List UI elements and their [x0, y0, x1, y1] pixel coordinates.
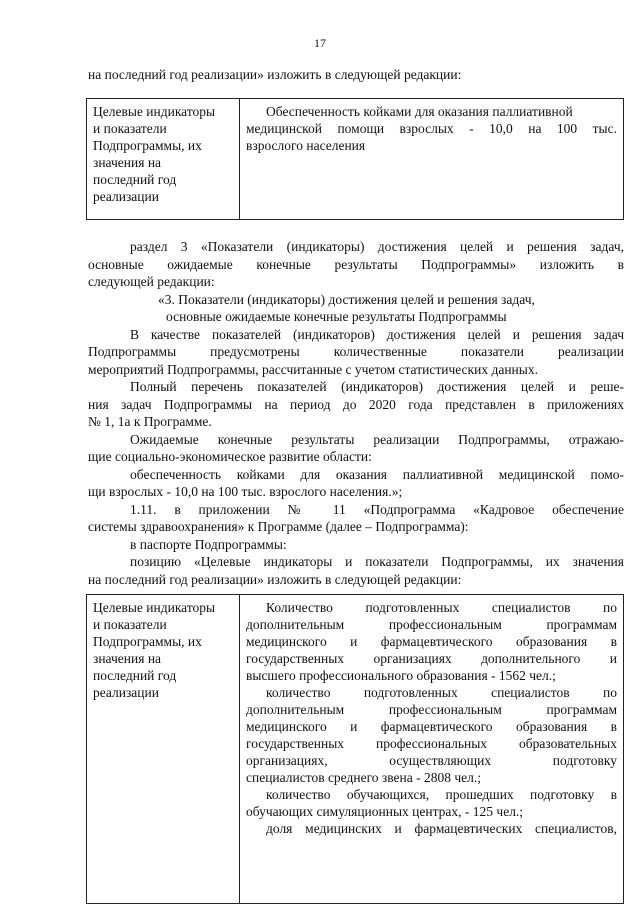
table1-label-cell [87, 99, 240, 220]
body-line: Ожидаемые конечные результаты реализации Подпрограммы, отражаю- [130, 432, 624, 447]
body-line: в паспорте Подпрограммы: [130, 537, 287, 552]
table1-label-line: значения на [93, 155, 162, 170]
table2-value-line: медицинского и фармацевтического образования в [246, 719, 617, 734]
table1-value-line: взрослого населения [246, 138, 366, 153]
table1-label-line: последний год [93, 172, 177, 187]
table2-label-line: и показатели [93, 617, 167, 632]
body-line: щи взрослых - 10,0 на 100 тыс. взрослого населения.»; [88, 484, 403, 499]
table2-label-line: Подпрограммы, их [93, 634, 202, 649]
intro-line: на последний год реализации» изложить в следующей редакции: [88, 67, 462, 82]
table2-value-line: дополнительным профессиональным программам [246, 702, 617, 717]
indicators-table-2 [86, 594, 624, 904]
table2-label-line: значения на [93, 651, 162, 666]
table2-value-line: организациях, осуществляющих подготовку [246, 753, 617, 768]
table1-label-line: и показатели [93, 121, 167, 136]
body-line: на последний год реализации» изложить в следующей редакции: [88, 572, 462, 587]
body-line: 1.11. в приложении № 11 «Подпрограмма «Кадровое обеспечение [130, 502, 624, 517]
table2-value-line: количество обучающихся, прошедших подготовку в [266, 787, 617, 802]
section-heading-line: «3. Показатели (индикаторы) достижения целей и решения задач, [158, 292, 535, 307]
body-line: № 1, 1а к Программе. [88, 414, 212, 429]
table2-label-line: последний год [93, 668, 177, 683]
body-line: Полный перечень показателей (индикаторов) достижения целей и реше- [130, 379, 624, 394]
section-heading-line: основные ожидаемые конечные результаты Подпрограммы [166, 309, 507, 324]
body-line: мероприятий Подпрограммы, рассчитанные с учетом статистических данных. [88, 362, 538, 377]
table2-value-line: обучающих симуляционных центрах, - 125 чел.; [246, 804, 524, 819]
body-line: следующей редакции: [88, 274, 215, 289]
table2-value-line: дополнительным профессиональным программам [246, 617, 617, 632]
table1-value-line: медицинской помощи взрослых - 10,0 на 100 тыс. [246, 121, 617, 136]
table2-value-line: государственных профессиональных образовательных [246, 736, 617, 751]
table2-value-line: специалистов среднего звена - 2808 чел.; [246, 770, 482, 785]
table2-value-line: количество подготовленных специалистов по [266, 685, 617, 700]
body-line: позицию «Целевые индикаторы и показатели Подпрограммы, их значения [130, 554, 624, 569]
body-line: Подпрограммы предусмотрены количественные показатели реализации [88, 344, 624, 359]
body-line: обеспеченность койками для оказания паллиативной медицинской помо- [130, 467, 624, 482]
table2-value-line: медицинского и фармацевтического образования в [246, 634, 617, 649]
table2-value-line: высшего профессионального образования - 1562 чел.; [246, 668, 556, 683]
table2-label-cell [87, 595, 240, 904]
table2-label-line: Целевые индикаторы [93, 600, 216, 615]
table2-label-line: реализации [93, 685, 159, 700]
table1-label-line: реализации [93, 189, 159, 204]
table1-label-line: Подпрограммы, их [93, 138, 202, 153]
table2-value-line: государственных организациях дополнительного и [246, 651, 617, 666]
indicators-table-1 [86, 98, 624, 220]
table1-value-cell [240, 99, 624, 220]
body-line: щие социально-экономическое развитие области: [88, 449, 372, 464]
page-number: 17 [314, 36, 326, 50]
table2-value-line: Количество подготовленных специалистов по [266, 600, 617, 615]
table2-value-cell [240, 595, 624, 904]
table1-value-line: Обеспеченность койками для оказания паллиативной [266, 104, 573, 119]
body-line: ния задач Подпрограммы на период до 2020 года представлен в приложениях [88, 397, 624, 412]
table2-value-line: доля медицинских и фармацевтических специалистов, [266, 821, 617, 836]
body-line: В качестве показателей (индикаторов) достижения целей и решения задач [130, 327, 624, 342]
body-line: основные ожидаемые конечные результаты Подпрограммы» изложить в [88, 257, 624, 272]
body-line: раздел 3 «Показатели (индикаторы) достижения целей и решения задач, [130, 239, 624, 254]
body-line: системы здравоохранения» к Программе (далее – Подпрограмма): [88, 519, 469, 534]
table1-label-line: Целевые индикаторы [93, 104, 216, 119]
